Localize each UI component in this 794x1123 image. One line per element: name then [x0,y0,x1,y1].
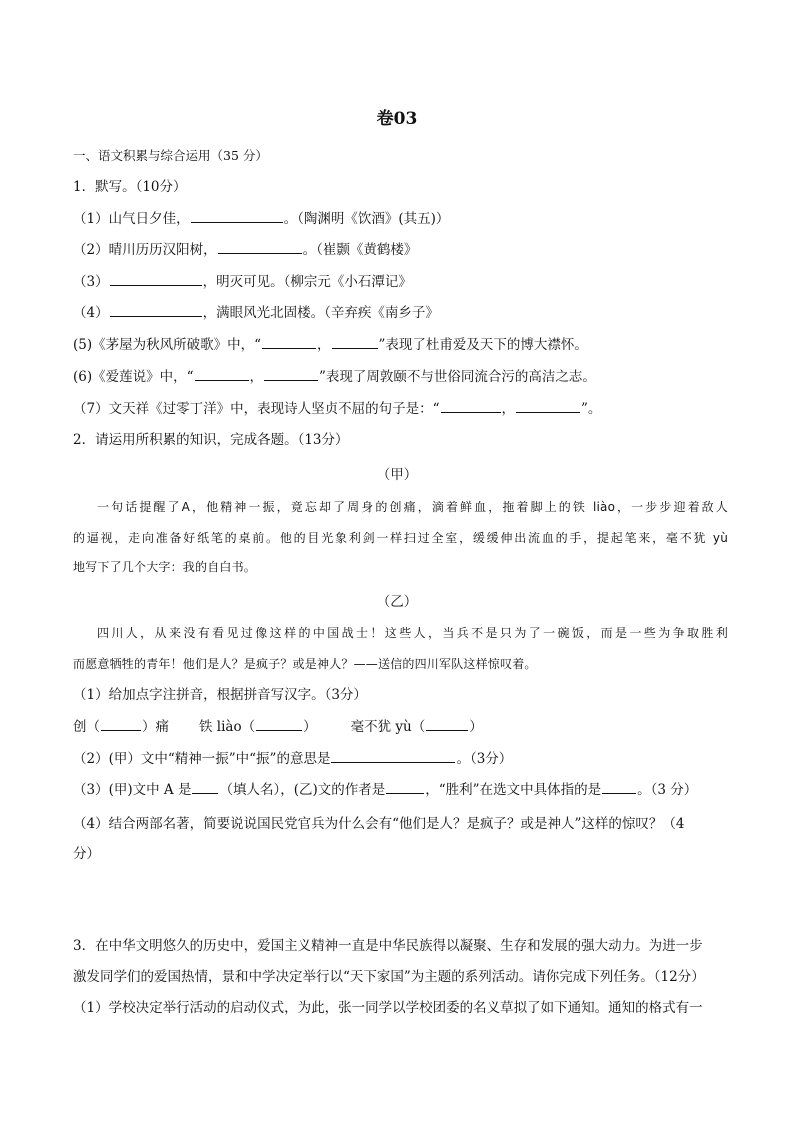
question-text: ，“胜利”在选文中具体指的是 [425,782,602,798]
pinyin-text: ）痛 [142,719,169,735]
answer-blank[interactable] [386,779,424,794]
item-text: （4） [73,305,109,321]
q2-sub2 [73,748,728,769]
passage-yi-line: 而愿意牺牲的青年！他们是人？是疯子？或是神人？——送信的四川军队这样惊叹着。 [73,657,537,671]
answer-blank[interactable] [192,779,218,794]
item-text: ， [249,369,264,385]
item-text: （3） [73,274,109,290]
q2-pinyin-row [73,716,728,737]
q3-line: 3．在中华文明悠久的历史中，爱国主义精神一直是中华民族得以凝聚、生存和发展的强大动力。为进一步 [73,938,703,954]
page-title: 卷03 [376,109,418,129]
item-text: ”表现了杜甫爱及天下的博大襟怀。 [378,337,588,353]
pinyin-text: ） [303,719,317,735]
passage-jia-line: 的逼视，走向准备好纸笔的桌前。他的目光象利剑一样扫过全室，缓缓伸出流血的手，提起笔来，毫不犹 yù [73,531,728,545]
q1-item-6 [73,366,728,387]
item-text: (5)《茅屋为秋风所破歌》中，“ [73,337,262,353]
passage-jia-line: 一句话提醒了A，他精神一振，竟忘却了周身的创痛，滴着鲜血，拖着脚上的铁 liào，一步步迎着敌人 [97,500,728,514]
passage-jia-line: 地写下了几个大字：我的自白书。 [73,560,257,574]
q1-item-4 [73,302,728,323]
item-text: 。（崔颢《黄鹤楼》 [302,242,418,258]
answer-blank[interactable] [101,716,141,731]
item-text: 。（陶渊明《饮酒》(其五)） [283,211,450,227]
answer-blank[interactable] [426,716,468,731]
q1-item-5 [73,334,728,355]
item-text: （7）文天祥《过零丁洋》中，表现诗人坚贞不屈的句子是：“ [73,401,440,417]
answer-blank[interactable] [331,748,455,763]
passage-jia-label: （甲） [376,467,418,483]
q1-item-3 [73,271,728,292]
pinyin-text: ） [469,719,483,735]
answer-blank[interactable] [441,398,501,413]
q3-line: （1）学校决定举行活动的启动仪式，为此，张一同学以学校团委的名义草拟了如下通知。通知的格式有一 [73,1000,703,1016]
answer-blank[interactable] [264,366,318,381]
answer-blank[interactable] [602,779,636,794]
q2-sub3 [73,779,728,800]
answer-blank[interactable] [191,208,283,223]
item-text: ”。 [581,401,602,417]
item-text: ，满眼风光北固楼。（辛弃疾《南乡子》 [202,305,439,321]
item-text: （1）山气日夕佳， [73,211,190,227]
question-text: （3）(甲)文中 A 是 [73,782,192,798]
section-heading: 一、语文积累与综合运用（35 分） [73,148,268,163]
pinyin-text: 铁 liào（ [199,719,256,735]
pinyin-text: 创（ [73,719,100,735]
pinyin-text: 毫不犹 yù（ [350,719,426,735]
item-text: ， [501,401,515,417]
q2-sub4-cont: 分） [73,846,100,862]
answer-blank[interactable] [262,334,316,349]
item-text: ，明灭可见。（柳宗元《小石潭记》 [202,274,412,290]
q2-sub1: （1）给加点字注拼音，根据拼音写汉字。（3分） [73,687,367,703]
q1-item-7 [73,398,728,419]
answer-blank[interactable] [516,398,580,413]
q2-sub4: （4）结合两部名著，简要说说国民党官兵为什么会有“他们是人？是疯子？或是神人”这样的惊叹？（4 [73,816,685,832]
question-text: 。（3 分） [637,782,698,798]
question-text: （填人名），(乙)文的作者是 [219,782,386,798]
item-text: (6)《爱莲说》中，“ [73,369,194,385]
answer-blank[interactable] [332,334,378,349]
q1-item-2 [73,239,728,260]
passage-yi-label: （乙） [376,594,418,610]
q1-heading: 1．默写。（10分） [73,179,187,195]
answer-blank[interactable] [195,366,249,381]
item-text: （2）晴川历历汉阳树， [73,242,217,258]
answer-blank[interactable] [110,271,202,286]
q2-heading: 2．请运用所积累的知识，完成各题。（13分） [73,432,349,448]
question-text: （2）(甲）文中“精神一振”中“振”的意思是 [73,751,331,767]
answer-blank[interactable] [256,716,302,731]
question-text: 。（3分） [456,751,513,767]
q1-item-1 [73,208,728,229]
item-text: ”表现了周敦颐不与世俗同流合污的高洁之志。 [319,369,596,385]
item-text: ， [317,337,331,353]
answer-blank[interactable] [218,239,302,254]
passage-yi-line: 四川人，从来没有看见过像这样的中国战士！这些人，当兵不是只为了一碗饭，而是一些为争取胜利 [97,626,728,640]
q3-line: 激发同学们的爱国热情，景和中学决定举行以“天下家国”为主题的系列活动。请你完成下列任务。（12分） [73,969,705,985]
answer-blank[interactable] [110,302,202,317]
